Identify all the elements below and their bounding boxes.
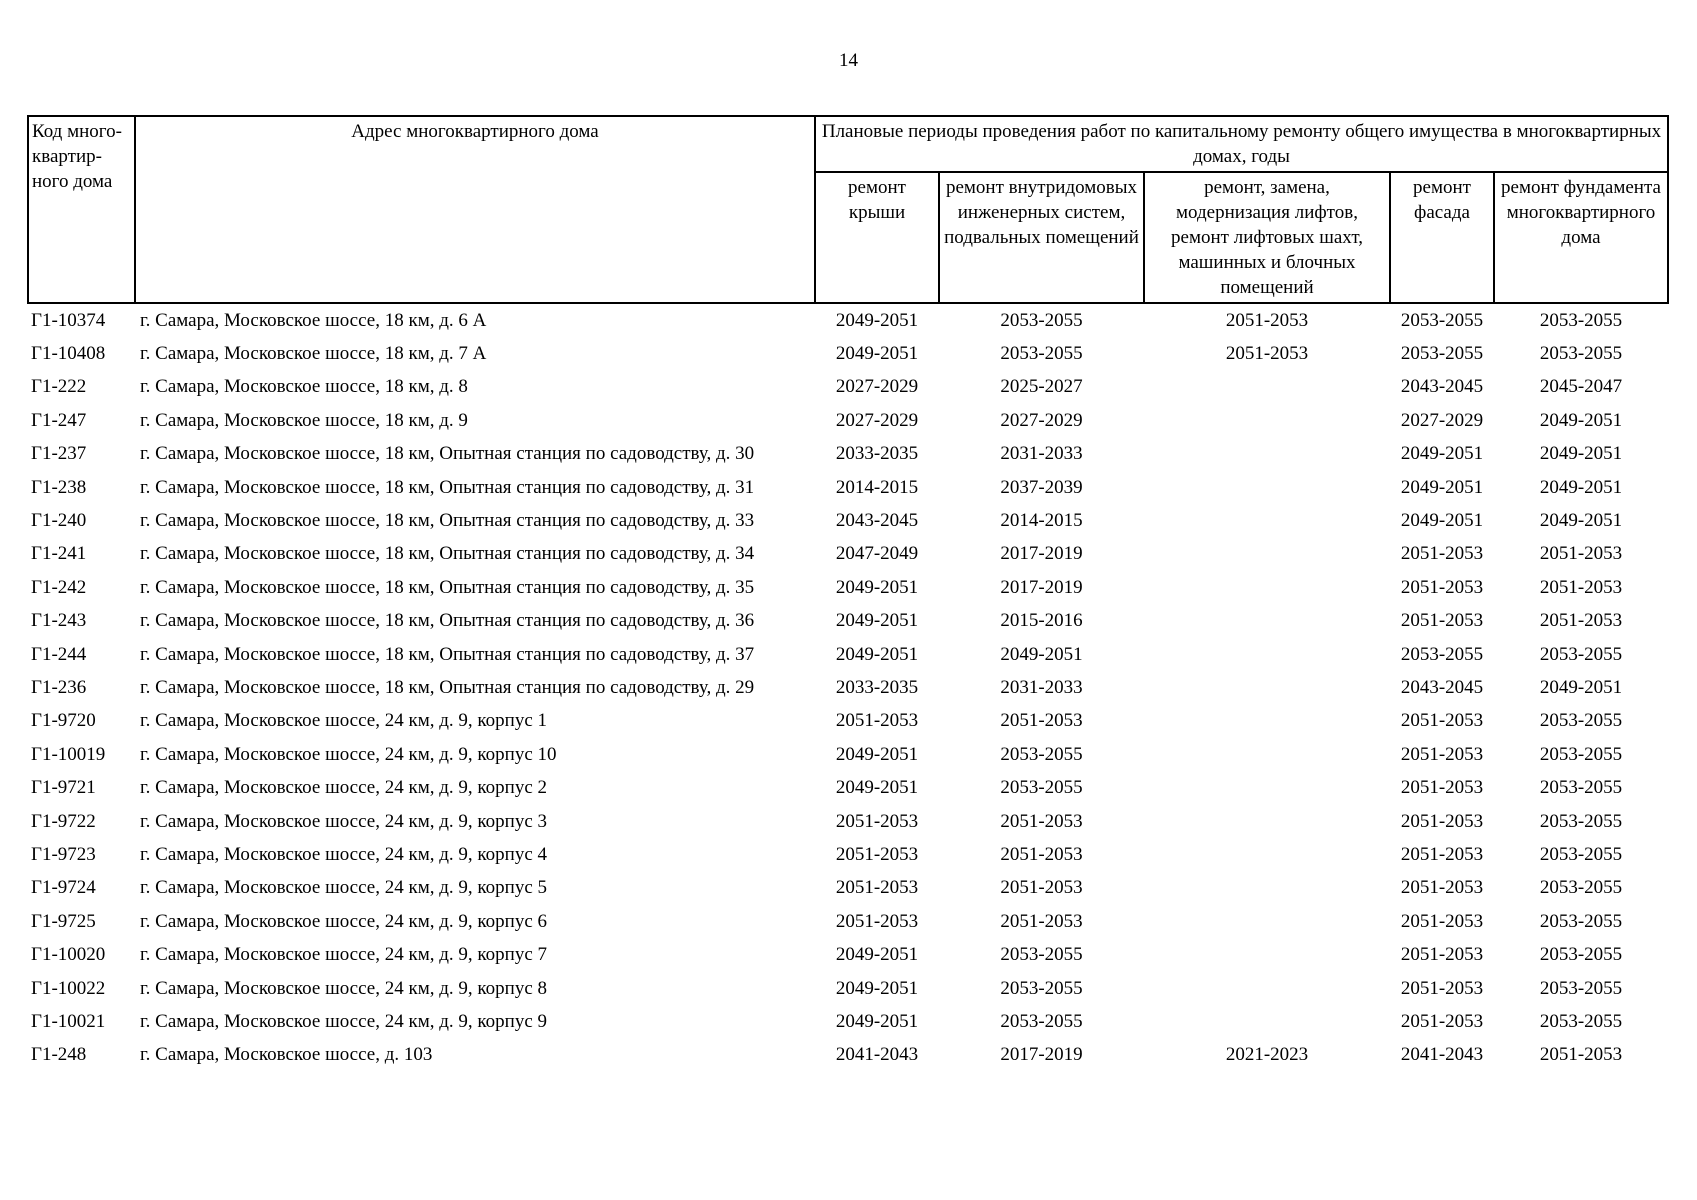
table-row <box>28 1039 1668 1072</box>
cell-systems: 2053-2055 <box>1000 1010 1083 1032</box>
cell-systems: 2053-2055 <box>1000 777 1083 799</box>
cell-foundation: 2051-2053 <box>1539 576 1623 598</box>
cell-facade: 2051-2053 <box>1400 610 1484 632</box>
cell-address: г. Самара, Московское шоссе, 18 км, Опытная станция по садоводству, д. 34 <box>140 543 755 565</box>
cell-address: г. Самара, Московское шоссе, 18 км, д. 9 <box>140 409 468 431</box>
cell-address: г. Самара, Московское шоссе, 24 км, д. 9, корпус 4 <box>140 843 548 865</box>
cell-facade: 2051-2053 <box>1400 576 1484 598</box>
cell-roof: 2051-2053 <box>835 843 919 865</box>
cell-lifts: 2051-2053 <box>1225 309 1309 331</box>
cell-facade: 2049-2051 <box>1400 510 1484 532</box>
cell-facade: 2051-2053 <box>1400 843 1484 865</box>
header-code: Код много-квартир-ного дома <box>28 116 135 303</box>
cell-code: Г1-10022 <box>31 977 106 999</box>
table-row <box>28 972 1668 1005</box>
cell-code: Г1-9720 <box>31 710 96 732</box>
cell-roof: 2033-2035 <box>835 676 919 698</box>
cell-address: г. Самара, Московское шоссе, 24 км, д. 9, корпус 3 <box>140 810 548 832</box>
cell-foundation: 2053-2055 <box>1539 977 1623 999</box>
cell-address: г. Самара, Московское шоссе, 24 км, д. 9, корпус 1 <box>140 710 548 732</box>
cell-foundation: 2053-2055 <box>1539 810 1623 832</box>
cell-systems: 2025-2027 <box>1000 376 1083 398</box>
table-row <box>28 872 1668 905</box>
cell-lifts <box>1144 504 1390 537</box>
cell-facade: 2051-2053 <box>1400 810 1484 832</box>
cell-lifts: 2051-2053 <box>1225 343 1309 365</box>
cell-lifts <box>1144 538 1390 571</box>
cell-roof: 2051-2053 <box>835 877 919 899</box>
table-header <box>28 116 1668 303</box>
cell-systems: 2017-2019 <box>1000 543 1083 565</box>
header-facade: ремонт фасада <box>1390 172 1494 303</box>
cell-lifts <box>1144 705 1390 738</box>
header-systems: ремонт внутридомовых инженерных систем, подвальных помещений <box>939 172 1144 303</box>
cell-code: Г1-237 <box>31 443 87 465</box>
cell-address: г. Самара, Московское шоссе, 18 км, д. 7 А <box>140 343 487 365</box>
cell-code: Г1-242 <box>31 576 87 598</box>
header-periods: Плановые периоды проведения работ по капитальному ремонту общего имущества в многоквартирных домах, годы <box>815 116 1668 172</box>
cell-roof: 2051-2053 <box>835 810 919 832</box>
cell-code: Г1-9721 <box>31 777 96 799</box>
cell-systems: 2017-2019 <box>1000 576 1083 598</box>
cell-roof: 2041-2043 <box>835 1044 919 1066</box>
cell-roof: 2049-2051 <box>835 944 919 966</box>
table-body <box>28 303 1668 1072</box>
cell-foundation: 2053-2055 <box>1539 343 1623 365</box>
cell-foundation: 2053-2055 <box>1539 843 1623 865</box>
cell-lifts <box>1144 404 1390 437</box>
cell-lifts <box>1144 771 1390 804</box>
cell-address: г. Самара, Московское шоссе, 18 км, Опытная станция по садоводству, д. 37 <box>140 643 755 665</box>
table-row <box>28 303 1668 337</box>
cell-address: г. Самара, Московское шоссе, 24 км, д. 9, корпус 9 <box>140 1010 548 1032</box>
cell-systems: 2053-2055 <box>1000 977 1083 999</box>
capital-repair-schedule-table <box>27 115 1669 1072</box>
cell-lifts <box>1144 805 1390 838</box>
cell-foundation: 2049-2051 <box>1539 676 1623 698</box>
cell-systems: 2014-2015 <box>1000 510 1083 532</box>
cell-lifts <box>1144 638 1390 671</box>
cell-roof: 2014-2015 <box>835 476 919 498</box>
cell-roof: 2049-2051 <box>835 309 919 331</box>
cell-foundation: 2049-2051 <box>1539 476 1623 498</box>
cell-lifts <box>1144 605 1390 638</box>
cell-facade: 2049-2051 <box>1400 443 1484 465</box>
table-row <box>28 404 1668 437</box>
cell-code: Г1-10019 <box>31 743 106 765</box>
cell-facade: 2049-2051 <box>1400 476 1484 498</box>
cell-foundation: 2053-2055 <box>1539 1010 1623 1032</box>
cell-lifts <box>1144 905 1390 938</box>
cell-systems: 2053-2055 <box>1000 309 1083 331</box>
cell-roof: 2051-2053 <box>835 910 919 932</box>
cell-roof: 2027-2029 <box>835 409 919 431</box>
cell-lifts <box>1144 938 1390 971</box>
cell-code: Г1-244 <box>31 643 87 665</box>
cell-code: Г1-9723 <box>31 843 96 865</box>
cell-foundation: 2053-2055 <box>1539 643 1623 665</box>
table-row <box>28 938 1668 971</box>
cell-systems: 2017-2019 <box>1000 1044 1083 1066</box>
cell-facade: 2051-2053 <box>1400 743 1484 765</box>
cell-roof: 2049-2051 <box>835 977 919 999</box>
cell-code: Г1-240 <box>31 510 87 532</box>
table-row <box>28 705 1668 738</box>
cell-facade: 2053-2055 <box>1400 643 1484 665</box>
table-row <box>28 1005 1668 1038</box>
cell-address: г. Самара, Московское шоссе, 18 км, Опытная станция по садоводству, д. 33 <box>140 510 755 532</box>
cell-foundation: 2051-2053 <box>1539 610 1623 632</box>
cell-code: Г1-238 <box>31 476 87 498</box>
cell-address: г. Самара, Московское шоссе, 18 км, Опытная станция по садоводству, д. 31 <box>140 476 755 498</box>
cell-code: Г1-241 <box>31 543 87 565</box>
cell-systems: 2031-2033 <box>1000 443 1083 465</box>
cell-code: Г1-247 <box>31 409 87 431</box>
cell-lifts <box>1144 371 1390 404</box>
cell-code: Г1-9722 <box>31 810 96 832</box>
cell-code: Г1-9724 <box>31 877 96 899</box>
cell-code: Г1-10020 <box>31 944 106 966</box>
cell-code: Г1-9725 <box>31 910 96 932</box>
cell-roof: 2049-2051 <box>835 610 919 632</box>
header-lifts: ремонт, замена, модернизация лифтов, ремонт лифтовых шахт, машинных и блочных помещений <box>1144 172 1390 303</box>
cell-facade: 2051-2053 <box>1400 977 1484 999</box>
cell-foundation: 2049-2051 <box>1539 409 1623 431</box>
cell-roof: 2033-2035 <box>835 443 919 465</box>
cell-address: г. Самара, Московское шоссе, 24 км, д. 9, корпус 2 <box>140 777 548 799</box>
cell-foundation: 2053-2055 <box>1539 309 1623 331</box>
cell-lifts <box>1144 738 1390 771</box>
cell-facade: 2051-2053 <box>1400 944 1484 966</box>
table-row <box>28 371 1668 404</box>
cell-systems: 2053-2055 <box>1000 343 1083 365</box>
table-row <box>28 771 1668 804</box>
cell-foundation: 2053-2055 <box>1539 710 1623 732</box>
cell-address: г. Самара, Московское шоссе, 24 км, д. 9, корпус 6 <box>140 910 548 932</box>
table-row <box>28 538 1668 571</box>
table-row <box>28 671 1668 704</box>
cell-foundation: 2049-2051 <box>1539 510 1623 532</box>
cell-roof: 2047-2049 <box>835 543 919 565</box>
cell-code: Г1-10021 <box>31 1010 106 1032</box>
cell-roof: 2049-2051 <box>835 777 919 799</box>
cell-facade: 2027-2029 <box>1400 409 1484 431</box>
cell-code: Г1-10408 <box>31 343 106 365</box>
cell-roof: 2027-2029 <box>835 376 919 398</box>
cell-roof: 2051-2053 <box>835 710 919 732</box>
cell-systems: 2053-2055 <box>1000 944 1083 966</box>
cell-facade: 2051-2053 <box>1400 910 1484 932</box>
cell-address: г. Самара, Московское шоссе, 24 км, д. 9, корпус 10 <box>140 743 557 765</box>
cell-roof: 2049-2051 <box>835 743 919 765</box>
cell-lifts <box>1144 471 1390 504</box>
cell-systems: 2051-2053 <box>1000 843 1083 865</box>
cell-code: Г1-243 <box>31 610 87 632</box>
table-row <box>28 471 1668 504</box>
cell-address: г. Самара, Московское шоссе, 18 км, Опытная станция по садоводству, д. 36 <box>140 610 755 632</box>
cell-foundation: 2051-2053 <box>1539 1044 1623 1066</box>
cell-facade: 2053-2055 <box>1400 343 1484 365</box>
table-row <box>28 905 1668 938</box>
cell-facade: 2051-2053 <box>1400 1010 1484 1032</box>
table-row <box>28 504 1668 537</box>
cell-lifts: 2021-2023 <box>1225 1044 1309 1066</box>
cell-address: г. Самара, Московское шоссе, 18 км, Опытная станция по садоводству, д. 29 <box>140 676 755 698</box>
cell-systems: 2027-2029 <box>1000 409 1083 431</box>
cell-facade: 2043-2045 <box>1400 376 1484 398</box>
table-row <box>28 571 1668 604</box>
cell-foundation: 2053-2055 <box>1539 877 1623 899</box>
table-row <box>28 838 1668 871</box>
cell-facade: 2053-2055 <box>1400 309 1484 331</box>
cell-code: Г1-222 <box>31 376 87 398</box>
cell-systems: 2049-2051 <box>1000 643 1083 665</box>
cell-roof: 2049-2051 <box>835 343 919 365</box>
cell-facade: 2041-2043 <box>1400 1044 1484 1066</box>
cell-lifts <box>1144 438 1390 471</box>
cell-address: г. Самара, Московское шоссе, 18 км, д. 8 <box>140 376 468 398</box>
cell-code: Г1-236 <box>31 676 87 698</box>
cell-systems: 2051-2053 <box>1000 810 1083 832</box>
cell-address: г. Самара, Московское шоссе, 18 км, Опытная станция по садоводству, д. 30 <box>140 443 755 465</box>
cell-lifts <box>1144 838 1390 871</box>
table-row <box>28 738 1668 771</box>
cell-lifts <box>1144 972 1390 1005</box>
cell-address: г. Самара, Московское шоссе, 18 км, Опытная станция по садоводству, д. 35 <box>140 576 755 598</box>
cell-foundation: 2049-2051 <box>1539 443 1623 465</box>
cell-facade: 2043-2045 <box>1400 676 1484 698</box>
table-row <box>28 805 1668 838</box>
cell-facade: 2051-2053 <box>1400 543 1484 565</box>
cell-systems: 2037-2039 <box>1000 476 1083 498</box>
cell-address: г. Самара, Московское шоссе, 24 км, д. 9, корпус 5 <box>140 877 548 899</box>
cell-roof: 2049-2051 <box>835 643 919 665</box>
cell-systems: 2051-2053 <box>1000 910 1083 932</box>
cell-systems: 2053-2055 <box>1000 743 1083 765</box>
table-row <box>28 337 1668 370</box>
page-number: 14 <box>839 50 858 71</box>
table-row <box>28 438 1668 471</box>
cell-foundation: 2053-2055 <box>1539 743 1623 765</box>
cell-facade: 2051-2053 <box>1400 710 1484 732</box>
cell-lifts <box>1144 872 1390 905</box>
cell-facade: 2051-2053 <box>1400 777 1484 799</box>
cell-foundation: 2053-2055 <box>1539 910 1623 932</box>
cell-address: г. Самара, Московское шоссе, д. 103 <box>140 1044 433 1066</box>
cell-code: Г1-10374 <box>31 309 106 331</box>
cell-address: г. Самара, Московское шоссе, 24 км, д. 9, корпус 7 <box>140 944 548 966</box>
cell-systems: 2015-2016 <box>1000 610 1083 632</box>
cell-lifts <box>1144 1005 1390 1038</box>
cell-lifts <box>1144 571 1390 604</box>
cell-roof: 2049-2051 <box>835 576 919 598</box>
cell-systems: 2031-2033 <box>1000 676 1083 698</box>
cell-foundation: 2051-2053 <box>1539 543 1623 565</box>
cell-systems: 2051-2053 <box>1000 710 1083 732</box>
table-row <box>28 638 1668 671</box>
cell-roof: 2049-2051 <box>835 1010 919 1032</box>
cell-code: Г1-248 <box>31 1044 87 1066</box>
header-address: Адрес многоквартирного дома <box>135 116 815 303</box>
cell-lifts <box>1144 671 1390 704</box>
table-row <box>28 605 1668 638</box>
cell-address: г. Самара, Московское шоссе, 18 км, д. 6 А <box>140 309 487 331</box>
cell-address: г. Самара, Московское шоссе, 24 км, д. 9, корпус 8 <box>140 977 548 999</box>
cell-systems: 2051-2053 <box>1000 877 1083 899</box>
cell-roof: 2043-2045 <box>835 510 919 532</box>
header-foundation: ремонт фундамента многоквартирного дома <box>1494 172 1668 303</box>
cell-facade: 2051-2053 <box>1400 877 1484 899</box>
cell-foundation: 2045-2047 <box>1539 376 1623 398</box>
cell-foundation: 2053-2055 <box>1539 777 1623 799</box>
header-roof: ремонт крыши <box>815 172 939 303</box>
cell-foundation: 2053-2055 <box>1539 944 1623 966</box>
